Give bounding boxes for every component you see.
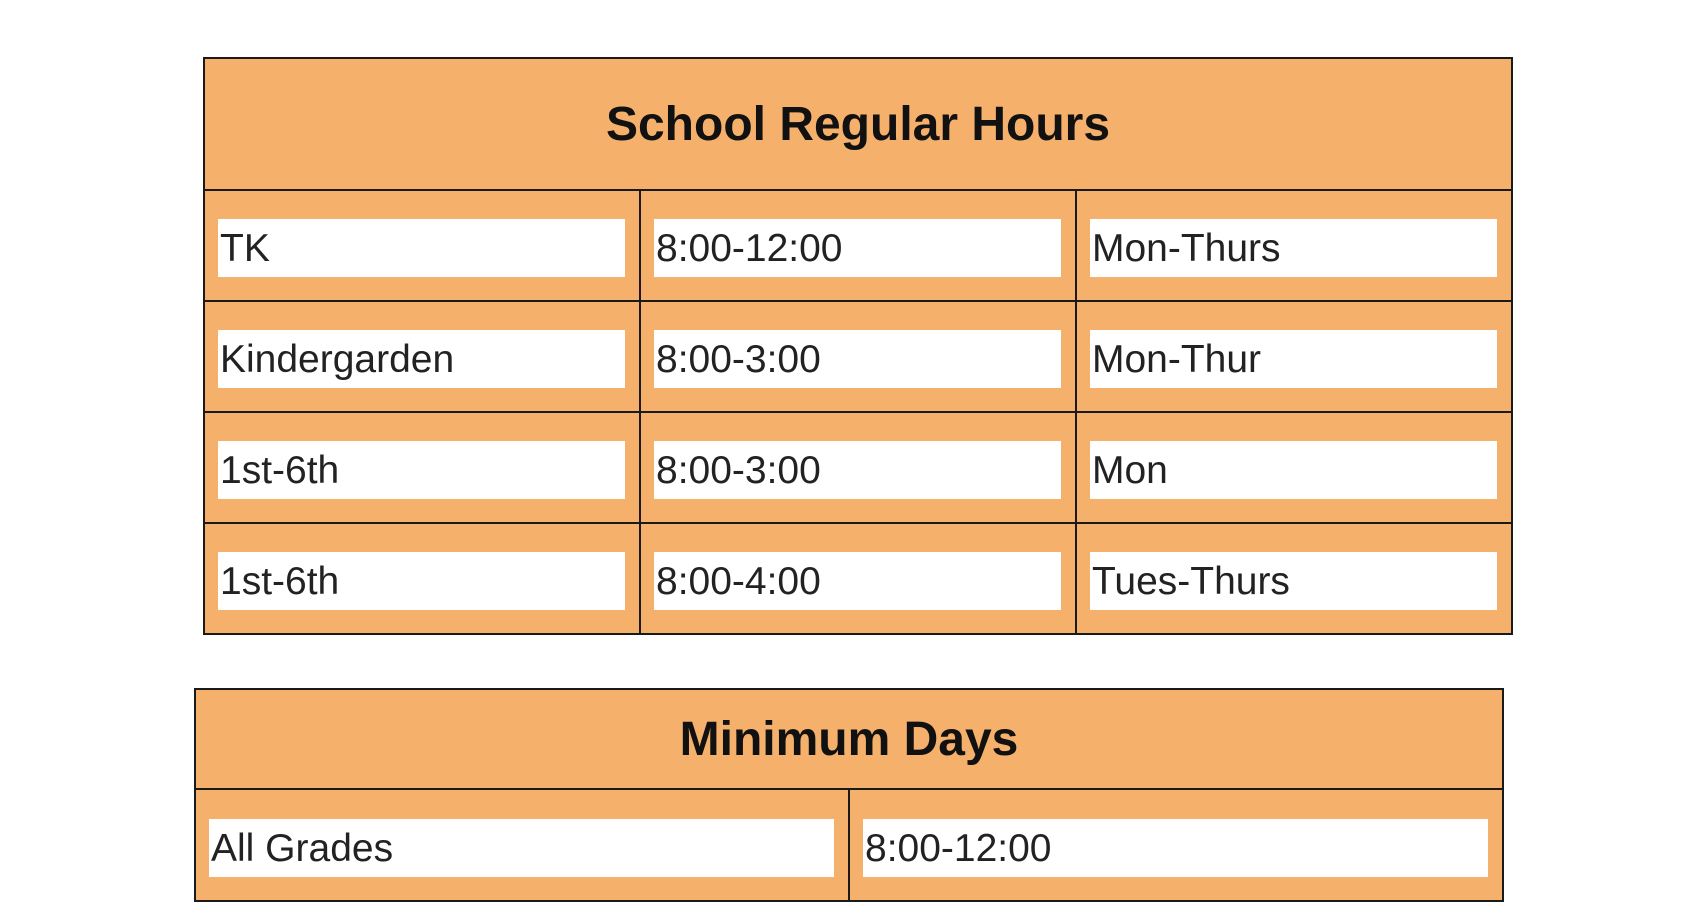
time-value: 8:00-12:00 xyxy=(654,219,1061,277)
days-cell xyxy=(1076,190,1512,301)
time-cell xyxy=(640,412,1076,523)
minimum-days-header-row xyxy=(195,689,1503,789)
time-value: 8:00-3:00 xyxy=(654,441,1061,499)
minimum-days-table xyxy=(194,688,1504,902)
table-row xyxy=(204,301,1512,412)
grade-cell xyxy=(204,190,640,301)
grade-cell xyxy=(195,789,849,901)
table-row xyxy=(195,789,1503,901)
time-cell xyxy=(640,301,1076,412)
table-row xyxy=(204,412,1512,523)
days-value: Mon-Thur xyxy=(1090,330,1497,388)
time-cell xyxy=(640,190,1076,301)
time-cell xyxy=(849,789,1503,901)
regular-hours-table xyxy=(203,57,1513,635)
grade-value: All Grades xyxy=(209,819,834,877)
days-cell xyxy=(1076,412,1512,523)
minimum-days-title: Minimum Days xyxy=(195,689,1503,789)
grade-value: 1st-6th xyxy=(218,441,625,499)
days-cell xyxy=(1076,301,1512,412)
regular-hours-header-row xyxy=(204,58,1512,190)
table-row xyxy=(204,190,1512,301)
days-value: Mon-Thurs xyxy=(1090,219,1497,277)
grade-value: 1st-6th xyxy=(218,552,625,610)
time-value: 8:00-3:00 xyxy=(654,330,1061,388)
grade-cell xyxy=(204,523,640,634)
grade-cell xyxy=(204,301,640,412)
time-value: 8:00-4:00 xyxy=(654,552,1061,610)
days-value: Tues-Thurs xyxy=(1090,552,1497,610)
time-cell xyxy=(640,523,1076,634)
grade-value: Kindergarden xyxy=(218,330,625,388)
grade-cell xyxy=(204,412,640,523)
days-cell xyxy=(1076,523,1512,634)
time-value: 8:00-12:00 xyxy=(863,819,1488,877)
regular-hours-title: School Regular Hours xyxy=(204,58,1512,190)
days-value: Mon xyxy=(1090,441,1497,499)
table-row xyxy=(204,523,1512,634)
grade-value: TK xyxy=(218,219,625,277)
